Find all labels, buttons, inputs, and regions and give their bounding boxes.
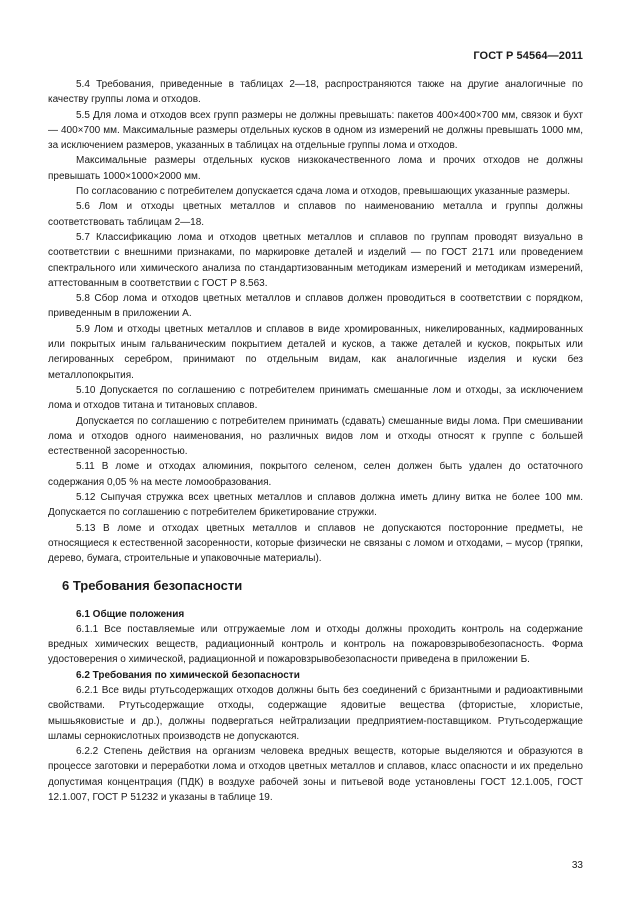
paragraph: Допускается по соглашению с потребителем принимать (сдавать) смешанные виды лома. При смешивании лома и отходов одного наименования, но различных видов лом и отходы относят к группе с большей естественной засоренностью. — [48, 415, 583, 458]
subsection-heading: 6.2 Требования по химической безопасности — [76, 669, 300, 681]
paragraph: 5.7 Классификацию лома и отходов цветных металлов и сплавов по группам проводят визуально в соответствии с внешними признаками, по маркировке деталей и изделий — по ГОСТ 2171 или проведением спектрального или химического анализа по стандартизованным методикам измерений и методикам измерений, аттестованным в соответствии с ГОСТ Р 8.563. — [48, 231, 583, 289]
document-header: ГОСТ Р 54564—2011 — [473, 50, 583, 62]
paragraph: По согласованию с потребителем допускается сдача лома и отходов, превышающих указанные размеры. — [76, 186, 571, 198]
subsection-heading: 6.1 Общие положения — [76, 608, 185, 620]
paragraph: 6.2.2 Степень действия на организм человека вредных веществ, которые выделяются и образуются в процессе заготовки и переработки лома и отходов цветных металлов и сплавов, класс опасности и их предельно допустимая концентрация (ПДК) в воздухе рабочей зоны и питьевой воде установлены ГОСТ 12.1.005, ГОСТ 12.1.007, ГОСТ Р 51232 и указаны в таблице 19. — [48, 746, 583, 804]
paragraph: 5.12 Сыпучая стружка всех цветных металлов и сплавов должна иметь длину витка не более 100 мм. Допускается по соглашению с потребителем брикетирование стружки. — [48, 492, 583, 519]
document-body — [48, 77, 583, 805]
paragraph: 5.13 В ломе и отходах цветных металлов и сплавов не допускаются посторонние предметы, не относящиеся к естественной засоренности, которые физически не связаны с ломом и отходами, – мусор (тряпки, дерево, бумага, строительные и упаковочные материалы). — [48, 522, 583, 565]
paragraph: 5.6 Лом и отходы цветных металлов и сплавов по наименованию металла и группы должны соответствовать таблицам 2—18. — [48, 201, 583, 228]
page-number: 33 — [571, 860, 583, 871]
paragraph: 5.9 Лом и отходы цветных металлов и сплавов в виде хромированных, никелированных, кадмированных или покрытых иным гальваническим покрытием деталей и кусков, а также деталей и кусков, покрытых или легированных серебром, принимают по отдельным видам, как аналогичные изделия и куски без металлопокрытия. — [48, 323, 583, 381]
section-heading: 6 Требования безопасности — [62, 577, 243, 593]
paragraph: 5.8 Сбор лома и отходов цветных металлов и сплавов должен проводиться в соответствии с порядком, приведенным в приложении А. — [48, 293, 583, 320]
paragraph: 6.1.1 Все поставляемые или отгружаемые лом и отходы должны проходить контроль на содержание вредных химических веществ, радиационный контроль и контроль на пожаровзрывобезопасность. Форма удостоверения о химической, радиационной и пожаровзрывобезопасности приведена в приложении Б. — [48, 623, 583, 666]
paragraph: 5.5 Для лома и отходов всех групп размеры не должны превышать: пакетов 400×400×700 мм, связок и бухт — 400×700 мм. Максимальные размеры отдельных кусков в одном из измерений не должны превышать 1000 мм, за исключением размеров, указанных в таблицах на отдельные группы лома и отходов. — [48, 109, 583, 152]
paragraph: 5.11 В ломе и отходах алюминия, покрытого селеном, селен должен быть удален до остаточного содержания 0,05 % на месте ломообразования. — [48, 461, 583, 488]
paragraph: 5.4 Требования, приведенные в таблицах 2—18, распространяются также на другие аналогичные по качеству группы лома и отходов. — [48, 79, 583, 106]
paragraph: 6.2.1 Все виды ртутьсодержащих отходов должны быть без соединений с бризантными и радиоактивными свойствами. Ртутьсодержащие отходы, содержащие ядовитые вещества (фтористые, хлористые, мышьяковистые и др.), должны подвергаться нейтрализации предприятием-поставщиком. Ртутьсодержащие шламы сернокислотных производств не допускаются. — [48, 684, 583, 742]
paragraph: Максимальные размеры отдельных кусков низкокачественного лома и прочих отходов не должны превышать 1000×1000×2000 мм. — [48, 155, 583, 182]
paragraph: 5.10 Допускается по соглашению с потребителем принимать смешанные лом и отходы, за исключением лома и отходов титана и титановых сплавов. — [48, 384, 583, 412]
